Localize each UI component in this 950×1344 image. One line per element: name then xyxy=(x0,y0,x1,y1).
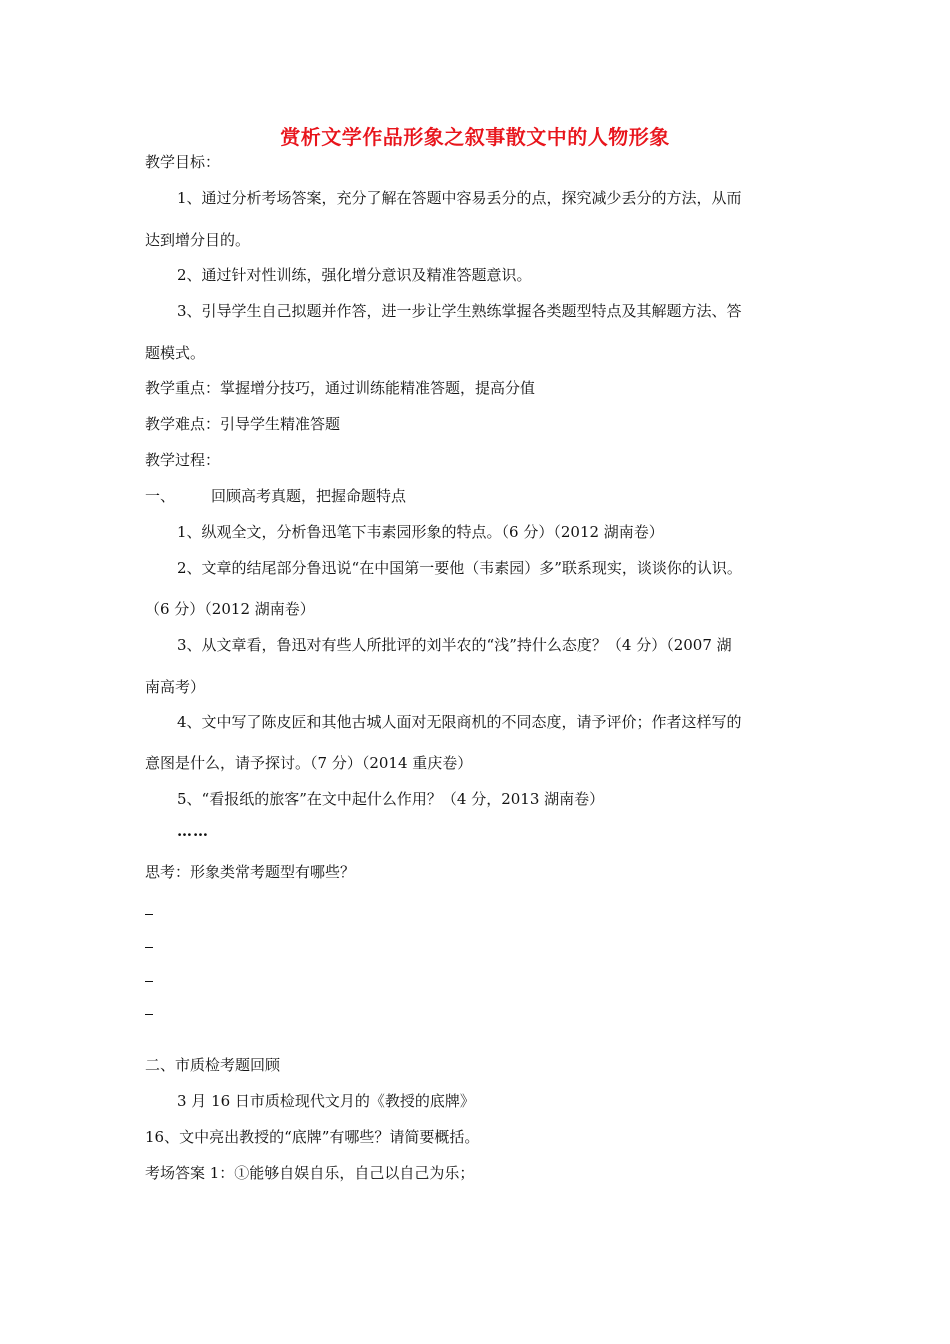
process-heading: 教学过程： xyxy=(145,451,221,469)
goal-2: 2、通过针对性训练，强化增分意识及精准答题意识。 xyxy=(177,266,532,284)
question-3-line-2: 南高考） xyxy=(145,678,206,696)
goal-heading: 教学目标： xyxy=(145,153,221,171)
exam-reference: 3 月 16 日市质检现代文月的《教授的底牌》 xyxy=(177,1092,475,1110)
exam-answer-1: 考场答案 1：①能够自娱自乐，自己以自己为乐； xyxy=(145,1164,475,1182)
document-title: 赏析文学作品形象之叙事散文中的人物形象 xyxy=(280,125,670,149)
goal-1-line-2: 达到增分目的。 xyxy=(145,231,251,249)
blank-line-2 xyxy=(145,947,153,948)
question-16: 16、文中亮出教授的“底牌”有哪些？请简要概括。 xyxy=(145,1128,480,1146)
question-1: 1、纵观全文，分析鲁迅笔下韦素园形象的特点。（6 分）（2012 湖南卷） xyxy=(177,523,664,541)
ellipsis: …… xyxy=(177,822,209,840)
question-2-line-1: 2、文章的结尾部分鲁迅说“在中国第一要他（韦素园）多”联系现实，谈谈你的认识。 xyxy=(177,559,742,577)
think-prompt: 思考：形象类常考题型有哪些？ xyxy=(145,863,356,881)
question-5: 5、“看报纸的旅客”在文中起什么作用？（4 分，2013 湖南卷） xyxy=(177,790,605,808)
question-4-line-2: 意图是什么，请予探讨。（7 分）（2014 重庆卷） xyxy=(145,754,473,772)
key-point: 教学重点：掌握增分技巧，通过训练能精准答题，提高分值 xyxy=(145,379,536,397)
goal-3-line-1: 3、引导学生自己拟题并作答，进一步让学生熟练掌握各类题型特点及其解题方法、答 xyxy=(177,302,742,320)
difficulty: 教学难点：引导学生精准答题 xyxy=(145,415,341,433)
blank-line-4 xyxy=(145,1014,153,1015)
question-2-line-2: （6 分）（2012 湖南卷） xyxy=(145,600,315,618)
section-1-heading xyxy=(145,486,406,506)
blank-line-3 xyxy=(145,981,153,982)
goal-1-line-1: 1、通过分析考场答案，充分了解在答题中容易丢分的点，探究减少丢分的方法，从而 xyxy=(177,189,742,207)
question-3-line-1: 3、从文章看，鲁迅对有些人所批评的刘半农的“浅”持什么态度？（4 分）（2007 湖 xyxy=(177,636,732,654)
goal-3-line-2: 题模式。 xyxy=(145,344,206,362)
section-1-title: 回顾高考真题，把握命题特点 xyxy=(211,487,407,505)
blank-line-1 xyxy=(145,914,153,915)
section-1-number: 一、 xyxy=(145,487,176,505)
question-4-line-1: 4、文中写了陈皮匠和其他古城人面对无限商机的不同态度，请予评价；作者这样写的 xyxy=(177,713,742,731)
section-2-heading: 二、市质检考题回顾 xyxy=(145,1056,281,1074)
